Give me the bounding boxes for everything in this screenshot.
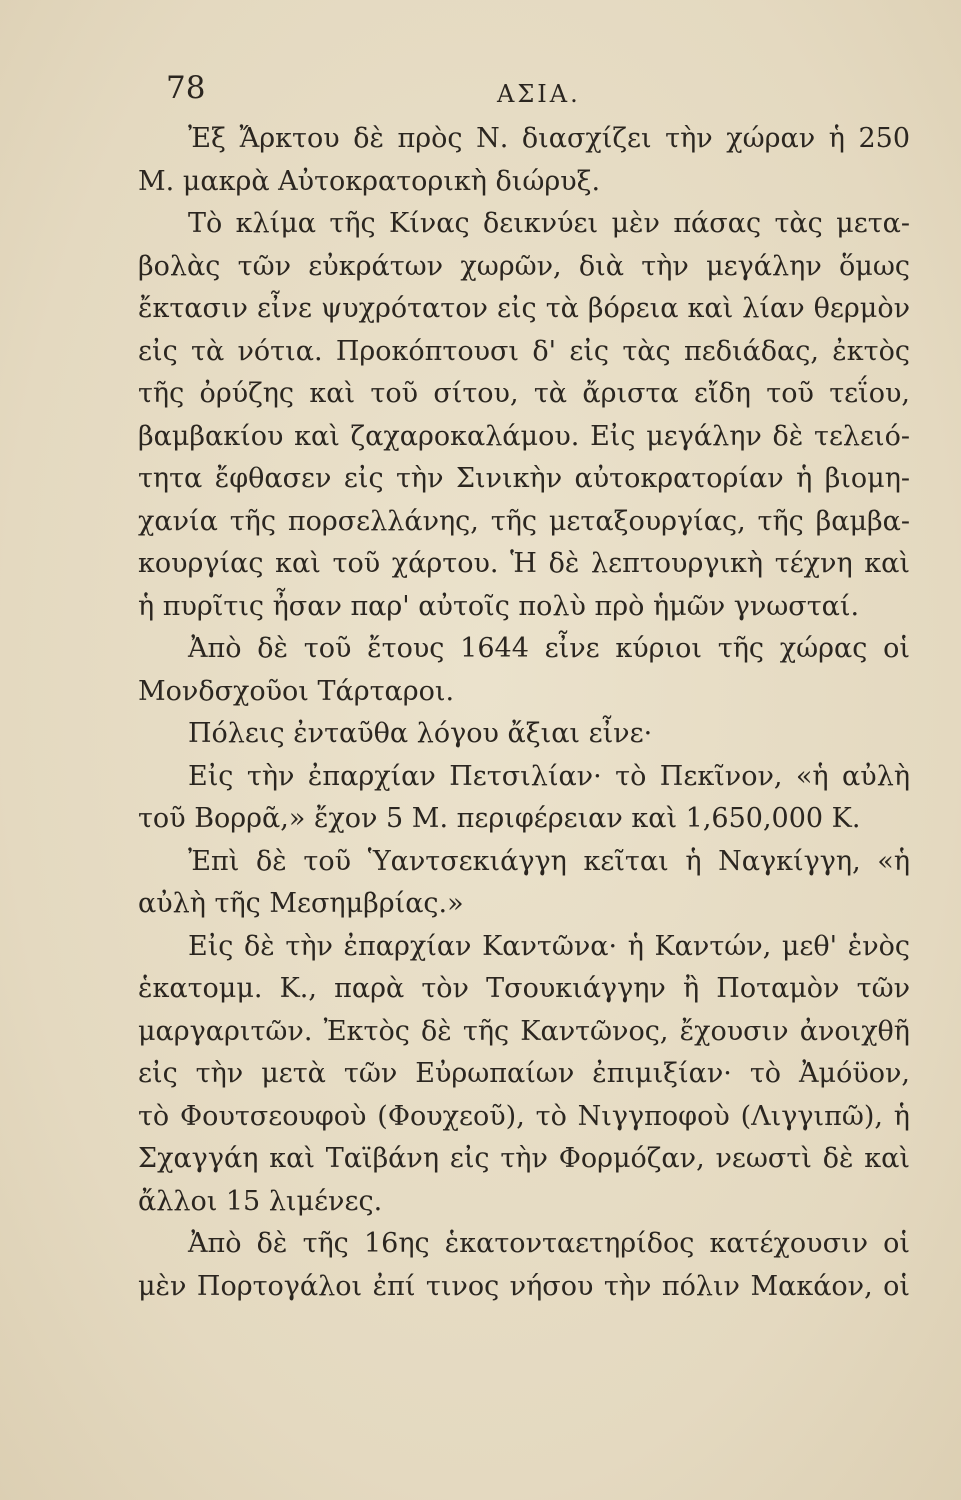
text-line: τῆς ὀρύζης καὶ τοῦ σίτου, τὰ ἄριστα εἴδη τοῦ τεΐου,	[138, 378, 910, 409]
text-line: εἰς τὰ νότια. Προκόπτουσι δ' εἰς τὰς πεδιάδας, ἐκτὸς	[138, 335, 910, 367]
text-line: ἡ πυρῖτις ἦσαν παρ' αὐτοῖς πολὺ πρὸ ἡμῶν γνωσταί.	[138, 590, 860, 622]
text-line: αὐλὴ τῆς Μεσημβρίας.»	[138, 888, 464, 919]
text-line: Μ. μακρὰ Αὐτοκρατορικὴ διώρυξ.	[138, 165, 601, 197]
page-number: 78	[166, 70, 206, 106]
text-line: βαμβακίου καὶ ζαχαροκαλάμου. Εἰς μεγάλην δὲ τελειό-	[138, 420, 910, 452]
text-line: Ἐπὶ δὲ τοῦ Ὑαντσεκιάγγη κεῖται ἡ Ναγκίγγη, «ἡ	[188, 845, 910, 877]
text-line: Τὸ κλίμα τῆς Κίνας δεικνύει μὲν πάσας τὰς μετα-	[188, 208, 910, 239]
text-line: Ἀπὸ δὲ τῆς 16ης ἑκατονταετηρίδος κατέχουσιν οἱ	[188, 1228, 910, 1259]
text-line: τητα ἔφθασεν εἰς τὴν Σινικὴν αὐτοκρατορίαν ἡ βιομη-	[138, 463, 910, 494]
body-text	[138, 118, 910, 1308]
text-line: ἔκτασιν εἶνε ψυχρότατον εἰς τὰ βόρεια καὶ λίαν θερμὸν	[138, 293, 910, 324]
text-line: μαργαριτῶν. Ἐκτὸς δὲ τῆς Καντῶνος, ἔχουσιν ἀνοιχθῆ	[138, 1015, 910, 1047]
text-line: ἑκατομμ. Κ., παρὰ τὸν Τσουκιάγγην ἢ Ποταμὸν τῶν	[138, 973, 910, 1004]
text-line: εἰς τὴν μετὰ τῶν Εὐρωπαίων ἐπιμιξίαν· τὸ Ἀμόϋον,	[138, 1058, 910, 1089]
text-line: Σχαγγάη καὶ Ταϊβάνη εἰς τὴν Φορμόζαν, νεωστὶ δὲ καὶ	[138, 1143, 910, 1174]
text-line: Εἰς δὲ τὴν ἐπαρχίαν Καντῶνα· ἡ Καντών, μεθ' ἑνὸς	[188, 930, 910, 962]
text-line: τὸ Φουτσεουφοὺ (Φουχεοῦ), τὸ Νιγγποφοὺ (Λιγγιπῶ), ἡ	[138, 1100, 910, 1132]
text-line: ἄλλοι 15 λιμένες.	[138, 1185, 383, 1217]
text-line: Ἐξ Ἄρκτου δὲ πρὸς Ν. διασχίζει τὴν χώραν ἡ 250	[188, 123, 910, 154]
text-line: κουργίας καὶ τοῦ χάρτου. Ἡ δὲ λεπτουργικὴ τέχνη καὶ	[138, 548, 910, 579]
text-line: βολὰς τῶν εὐκράτων χωρῶν, διὰ τὴν μεγάλην ὅμως	[138, 250, 910, 282]
text-line: Ἀπὸ δὲ τοῦ ἔτους 1644 εἶνε κύριοι τῆς χώρας οἱ	[188, 633, 910, 664]
text-line: Εἰς τὴν ἐπαρχίαν Πετσιλίαν· τὸ Πεκῖνον, «ἡ αὐλὴ	[188, 760, 910, 792]
text-line: Πόλεις ἐνταῦθα λόγου ἄξιαι εἶνε·	[188, 718, 653, 749]
text-line: μὲν Πορτογάλοι ἐπί τινος νήσου τὴν πόλιν Μακάον, οἱ	[138, 1270, 910, 1302]
text-line: χανία τῆς πορσελλάνης, τῆς μεταξουργίας, τῆς βαμβα-	[138, 505, 910, 537]
page-header	[0, 62, 961, 112]
text-line: Μονδσχοῦοι Τάρταροι.	[138, 675, 455, 707]
running-title: ΑΣΙΑ.	[497, 80, 581, 108]
text-line: τοῦ Βορρᾶ,» ἔχον 5 Μ. περιφέρειαν καὶ 1,650,000 Κ.	[138, 803, 861, 834]
